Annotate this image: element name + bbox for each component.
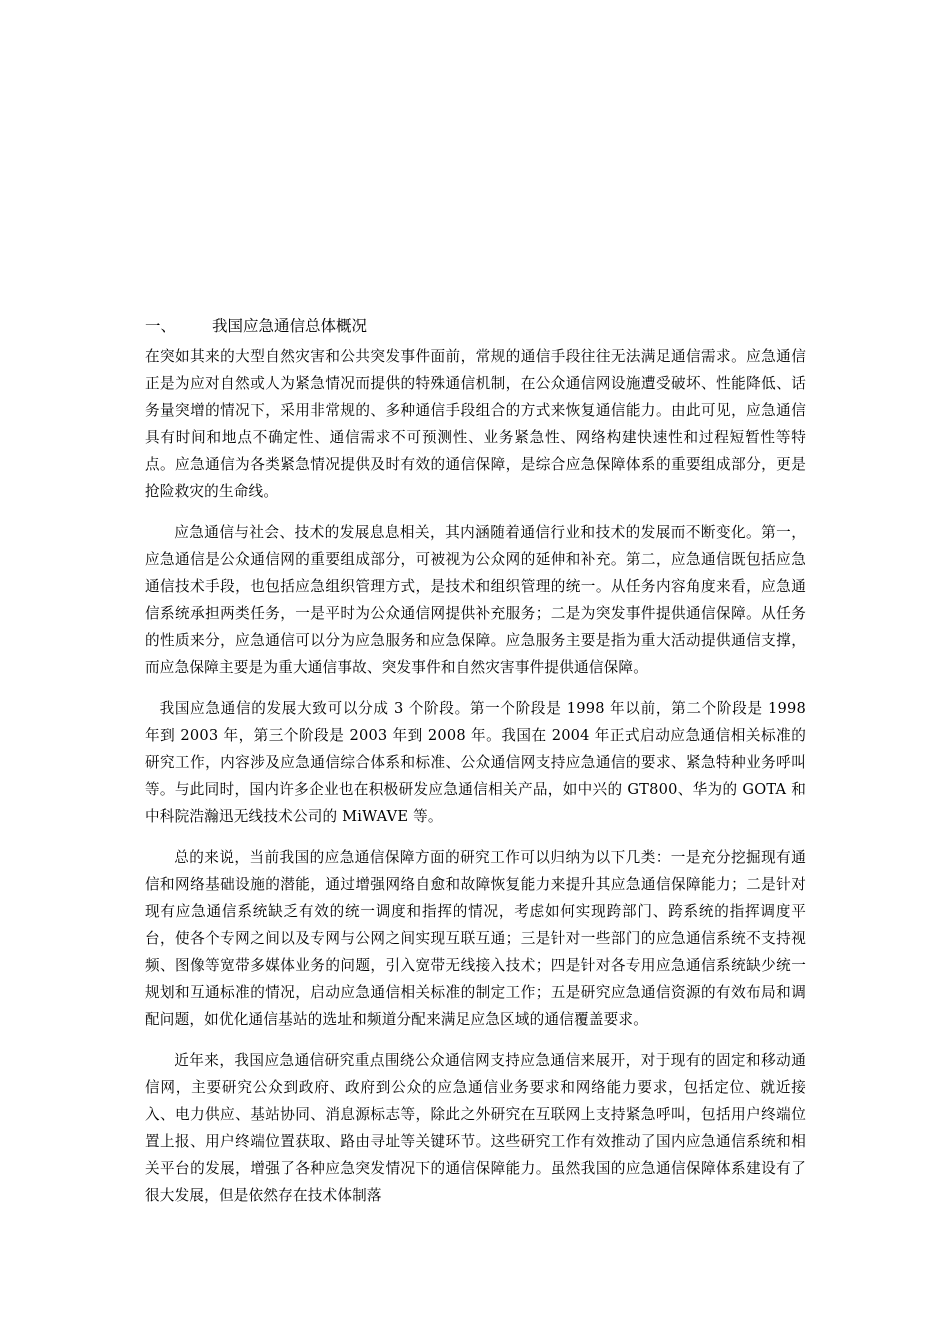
paragraph-4: 总的来说，当前我国的应急通信保障方面的研究工作可以归纳为以下几类：一是充分挖掘现有通信和网络基础设施的潜能，通过增强网络自愈和故障恢复能力来提升其应急通信保障能力；二是针对现有应急通信系统缺乏有效的统一调度和指挥的情况，考虑如何实现跨部门、跨系统的指挥调度平台，使各个专网之间以及专网与公网之间实现互联互通；三是针对一些部门的应急通信系统不支持视频、图像等宽带多媒体业务的问题，引入宽带无线接入技术；四是针对各专用应急通信系统缺少统一规划和互通标准的情况，启动应急通信相关标准的制定工作；五是研究应急通信资源的有效布局和调配问题，如优化通信基站的选址和频道分配来满足应急区域的通信覆盖要求。: [145, 849, 806, 1028]
section-heading: [145, 312, 806, 340]
paragraph-1: 在突如其来的大型自然灾害和公共突发事件面前，常规的通信手段往往无法满足通信需求。应急通信正是为应对自然或人为紧急情况而提供的特殊通信机制，在公众通信网设施遭受破坏、性能降低、话务量突增的情况下，采用非常规的、多种通信手段组合的方式来恢复通信能力。由此可见，应急通信具有时间和地点不确定性、通信需求不可预测性、业务紧急性、网络构建快速性和过程短暂性等特点。应急通信为各类紧急情况提供及时有效的通信保障，是综合应急保障体系的重要组成部分，更是抢险救灾的生命线。: [145, 348, 806, 500]
section-number: 一、: [145, 317, 177, 335]
document-body: [145, 312, 806, 1223]
paragraph-3: 我国应急通信的发展大致可以分成 3 个阶段。第一个阶段是 1998 年以前，第二个阶段是 1998 年到 2003 年，第三个阶段是 2003 年到 2008 年。我国在 2004 年正式启动应急通信相关标准的研究工作，内容涉及应急通信综合体系和标准、公众通信网支持应急通信的要求、紧急特种业务呼叫等。与此同时，国内许多企业也在积极研发应急通信相关产品，如中兴的 GT800、华为的 GOTA 和中科院浩瀚迅无线技术公司的 MiWAVE 等。: [145, 700, 806, 825]
paragraph-5: 近年来，我国应急通信研究重点围绕公众通信网支持应急通信来展开，对于现有的固定和移动通信网，主要研究公众到政府、政府到公众的应急通信业务要求和网络能力要求，包括定位、就近接入、电力供应、基站协同、消息源标志等，除此之外研究在互联网上支持紧急呼叫，包括用户终端位置上报、用户终端位置获取、路由寻址等关键环节。这些研究工作有效推动了国内应急通信系统和相关平台的发展，增强了各种应急突发情况下的通信保障能力。虽然我国的应急通信保障体系建设有了很大发展，但是依然存在技术体制落: [145, 1052, 806, 1204]
paragraph-2: 应急通信与社会、技术的发展息息相关，其内涵随着通信行业和技术的发展而不断变化。第一，应急通信是公众通信网的重要组成部分，可被视为公众网的延伸和补充。第二，应急通信既包括应急通信技术手段，也包括应急组织管理方式，是技术和组织管理的统一。从任务内容角度来看，应急通信系统承担两类任务，一是平时为公众通信网提供补充服务；二是为突发事件提供通信保障。从任务的性质来分，应急通信可以分为应急服务和应急保障。应急服务主要是指为重大活动提供通信支撑，而应急保障主要是为重大通信事故、突发事件和自然灾害事件提供通信保障。: [145, 524, 806, 676]
section-title: 我国应急通信总体概况: [212, 317, 368, 335]
